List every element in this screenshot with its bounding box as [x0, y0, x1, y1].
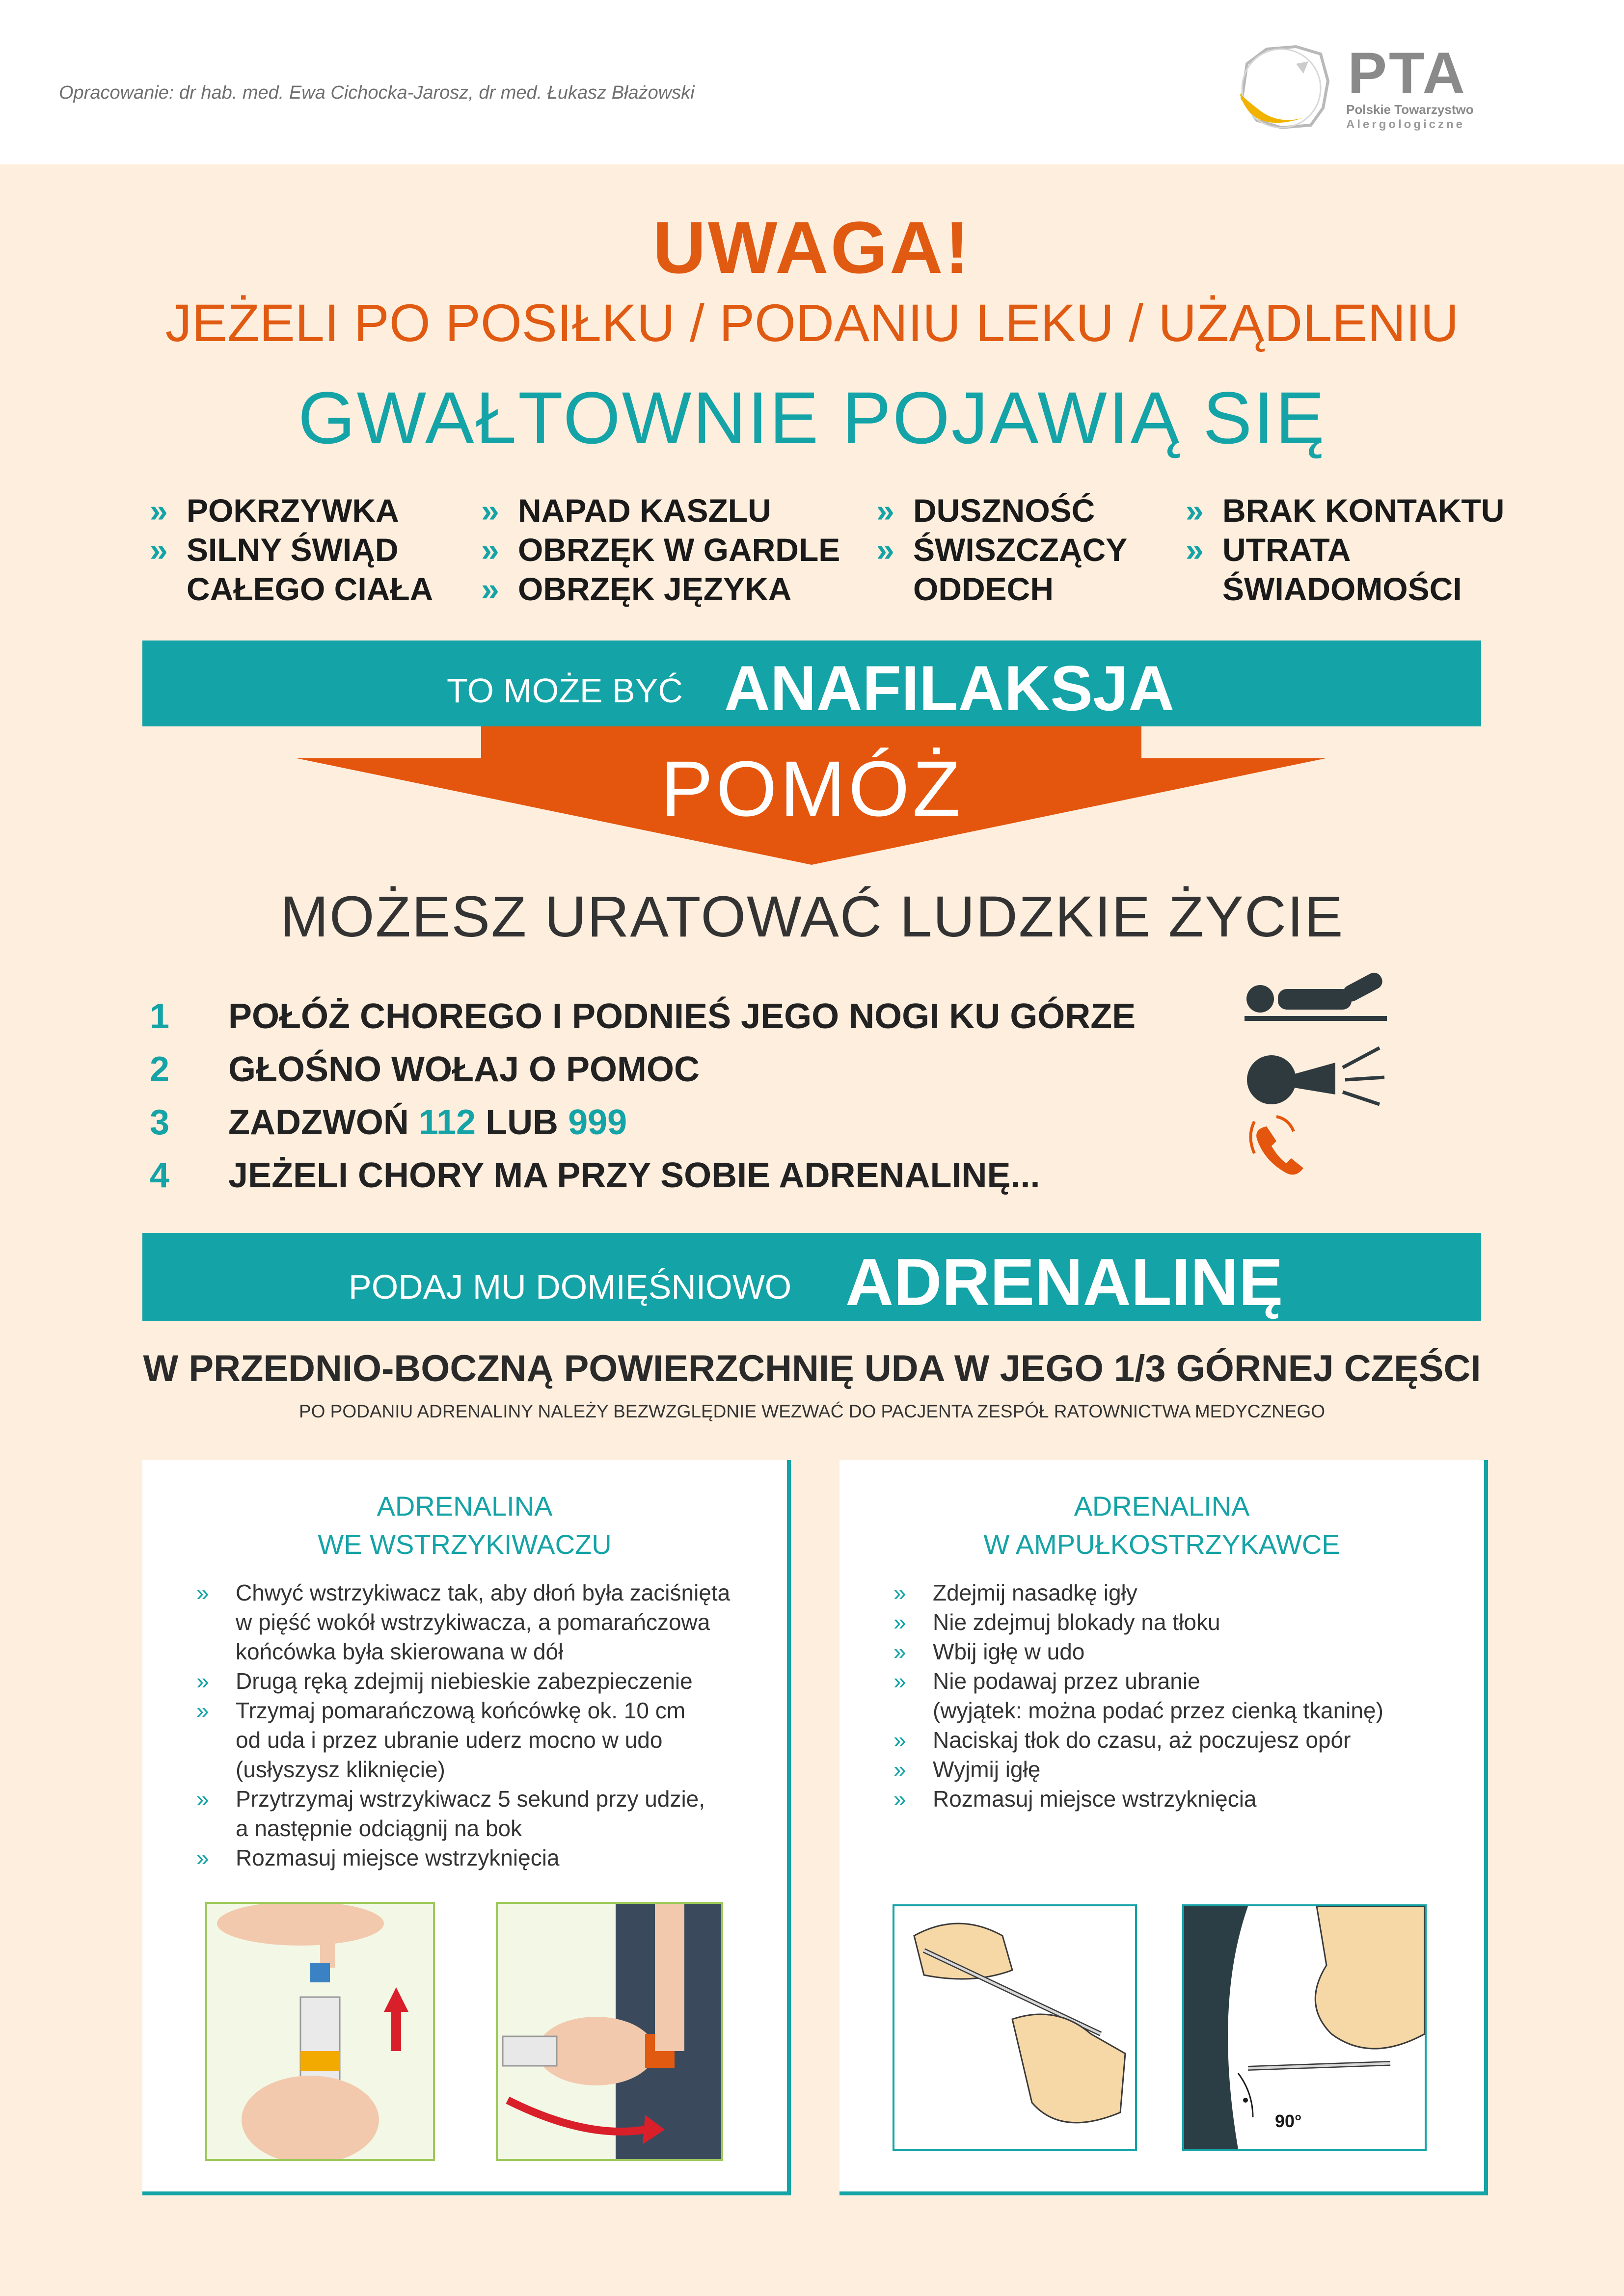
poland-map-logo-icon — [1222, 34, 1350, 142]
syringe-prep-illustration — [893, 1904, 1137, 2151]
symptom-item: » UTRATA — [1186, 530, 1504, 569]
save-life-text: MOŻESZ URATOWAĆ LUDZKIE ŻYCIE — [280, 884, 1344, 949]
bullet-icon: » — [196, 1580, 209, 1605]
bullet-icon: » — [893, 1609, 906, 1635]
shouting-person-icon — [1245, 1041, 1392, 1109]
bullet-icon: » — [150, 492, 168, 529]
symptom-item: » POKRZYWKA — [150, 491, 433, 530]
symptoms-col-3 — [876, 491, 1127, 609]
list-item: » Drugą ręką zdejmij niebieskie zabezpieczenie — [196, 1666, 761, 1696]
symptom-item: ODDECH — [913, 571, 1054, 607]
logo-line2: Alergologiczne — [1346, 118, 1465, 131]
list-item: » Naciskaj tłok do czasu, aż poczujesz opór — [893, 1725, 1458, 1755]
bullet-icon: » — [196, 1698, 209, 1723]
instruction-list — [196, 1578, 761, 1872]
symptom-item: » DUSZNOŚĆ — [876, 491, 1127, 530]
list-item: » Trzymaj pomarańczową końcówkę ok. 10 cm od uda i przez ubranie uderz mocno w udo (usłyszysz kliknięcie) — [196, 1696, 761, 1784]
step-text: ZADZWOŃ 112 LUB 999 — [228, 1103, 627, 1142]
inject-thigh-illustration — [496, 1902, 723, 2161]
symptom-item: CAŁEGO CIAŁA — [187, 571, 433, 607]
symptom-item: ŚWIADOMOŚCI — [1222, 571, 1462, 607]
bullet-icon: » — [481, 571, 499, 607]
bullet-icon: » — [196, 1786, 209, 1812]
symptom-item: » ŚWISZCZĄCY — [876, 530, 1127, 569]
adrenaline-banner — [142, 1233, 1481, 1321]
remove-cap-illustration — [205, 1902, 435, 2161]
emergency-number-999: 999 — [568, 1103, 627, 1142]
logo-line1: Polskie Towarzystwo — [1346, 102, 1474, 117]
bullet-icon: » — [196, 1845, 209, 1870]
symptoms-col-1 — [150, 491, 433, 609]
step-text: JEŻELI CHORY MA PRZY SOBIE ADRENALINĘ... — [228, 1156, 1040, 1195]
banner-big-text: ADRENALINĘ — [845, 1245, 1283, 1319]
instruction-list — [893, 1578, 1458, 1814]
bullet-icon: » — [1186, 532, 1204, 568]
headline-uwaga: UWAGA! — [652, 206, 972, 289]
bullet-icon: » — [150, 532, 168, 568]
list-item: » Zdejmij nasadkę igły — [893, 1578, 1458, 1607]
bullet-icon: » — [893, 1757, 906, 1782]
phone-icon — [1245, 1114, 1308, 1178]
bullet-icon: » — [893, 1639, 906, 1664]
banner-big-text: ANAFILAKSJA — [724, 652, 1175, 724]
bullet-icon: » — [893, 1580, 906, 1605]
symptom-item: » OBRZĘK JĘZYKA — [481, 569, 840, 609]
card-title-line1: ADRENALINA — [377, 1491, 553, 1522]
step-number: 2 — [150, 1050, 170, 1089]
emergency-note: PO PODANIU ADRENALINY NALEŻY BEZWZGLĘDNIE WEZWAĆ DO PACJENTA ZESPÓŁ RATOWNICTWA MEDYCZNEGO — [298, 1401, 1326, 1421]
symptom-item: » BRAK KONTAKTU — [1186, 491, 1504, 530]
syringe-inject-illustration — [1182, 1904, 1427, 2151]
prefilled-syringe-card — [839, 1460, 1488, 2195]
symptom-item: » SILNY ŚWIĄD — [150, 530, 433, 569]
headline-gwaltownie: GWAŁTOWNIE POJAWIĄ SIĘ — [298, 376, 1326, 459]
list-item: » Nie zdejmuj blokady na tłoku — [893, 1607, 1458, 1637]
author-credit: Opracowanie: dr hab. med. Ewa Cichocka-Jarosz, dr med. Łukasz Błażowski — [59, 82, 695, 103]
bullet-icon: » — [481, 492, 499, 529]
banner-small-text: PODAJ MU DOMIĘŚNIOWO — [349, 1268, 792, 1306]
bullet-icon: » — [893, 1786, 906, 1812]
pomoz-label: POMÓŻ — [660, 745, 964, 832]
logo-name: PTA — [1348, 40, 1467, 106]
list-item: » Rozmasuj miejsce wstrzyknięcia — [196, 1843, 761, 1872]
pta-logo — [1222, 34, 1478, 142]
list-item: » Przytrzymaj wstrzykiwacz 5 sekund przy udzie, a następnie odciągnij na bok — [196, 1784, 761, 1843]
autoinjector-card — [142, 1460, 791, 2195]
list-item: » Wyjmij igłę — [893, 1755, 1458, 1784]
bullet-icon: » — [1186, 492, 1204, 529]
list-item: » Nie podawaj przez ubranie (wyjątek: można podać przez cienką tkaninę) — [893, 1666, 1458, 1725]
card-title-line1: ADRENALINA — [1074, 1491, 1250, 1522]
bullet-icon: » — [876, 492, 894, 529]
anaphylaxis-banner — [142, 641, 1481, 726]
bullet-icon: » — [893, 1668, 906, 1694]
bullet-icon: » — [893, 1727, 906, 1753]
headline-jezeli: JEŻELI PO POSIŁKU / PODANIU LEKU / UŻĄDLENIU — [165, 293, 1459, 352]
emergency-number-112: 112 — [418, 1103, 476, 1142]
bullet-icon: » — [196, 1668, 209, 1694]
bullet-icon: » — [481, 532, 499, 568]
step-text: GŁOŚNO WOŁAJ O POMOC — [228, 1050, 700, 1089]
angle-label: 90° — [1275, 2111, 1302, 2131]
step-number: 3 — [150, 1103, 170, 1142]
list-item: » Rozmasuj miejsce wstrzyknięcia — [893, 1784, 1458, 1814]
step-number: 4 — [150, 1156, 170, 1195]
symptom-item: » NAPAD KASZLU — [481, 491, 840, 530]
step-text: POŁÓŻ CHOREGO I PODNIEŚ JEGO NOGI KU GÓRZE — [228, 997, 1136, 1036]
card-title-line2: WE WSTRZYKIWACZU — [318, 1529, 612, 1560]
lying-person-icon — [1245, 969, 1392, 1023]
bullet-icon: » — [876, 532, 894, 568]
symptoms-col-4 — [1186, 491, 1504, 609]
banner-small-text: TO MOŻE BYĆ — [447, 671, 683, 710]
symptoms-col-2 — [481, 491, 840, 609]
step-number: 1 — [150, 997, 170, 1036]
injection-location: W PRZEDNIO-BOCZNĄ POWIERZCHNIĘ UDA W JEGO 1/3 GÓRNEJ CZĘŚCI — [143, 1348, 1481, 1389]
card-title-line2: W AMPUŁKOSTRZYKAWCE — [983, 1529, 1340, 1560]
symptom-item: » OBRZĘK W GARDLE — [481, 530, 840, 569]
list-item: » Wbij igłę w udo — [893, 1637, 1458, 1666]
list-item: » Chwyć wstrzykiwacz tak, aby dłoń była zaciśnięta w pięść wokół wstrzykiwacza, a pomarańczowa końcówka była skierowana w dół — [196, 1578, 761, 1666]
